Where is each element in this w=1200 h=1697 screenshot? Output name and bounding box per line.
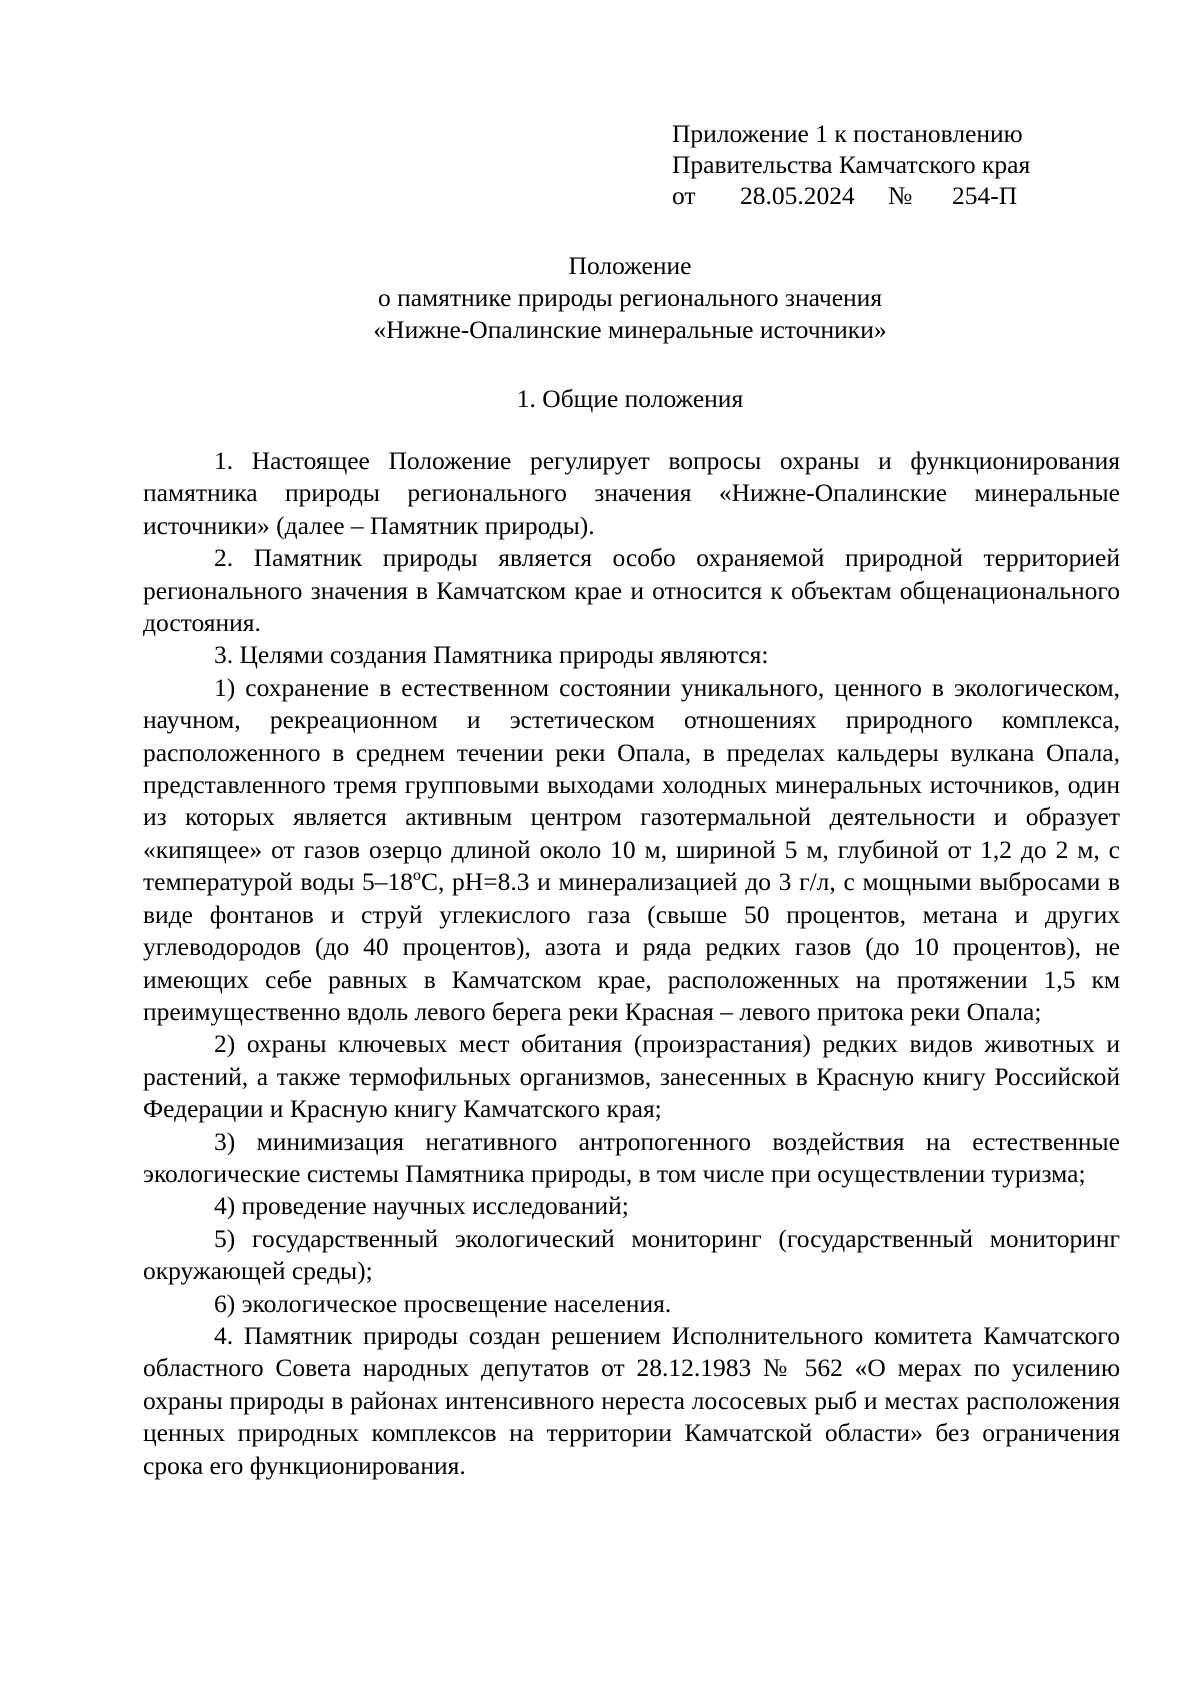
title-line-1: Положение [568, 251, 692, 280]
title-line-2: о памятнике природы регионального значения [377, 283, 883, 312]
list-item-5: 5) государственный экологический мониторинг (государственный мониторинг окружающей среды); [143, 1223, 1120, 1286]
paragraph-4: 4. Памятник природы создан решением Исполнительного комитета Камчатского областного Совета народных депутатов от 28.12.1983 № 562 «О мерах по усилению охраны природы в районах интенсивного нереста лососевых рыб и местах расположения ценных природных комплексов на территории Камчатской области» без ограничения срока его функционирования. [143, 1320, 1120, 1480]
appendix-date-line [672, 180, 1030, 211]
list-item-2: 2) охраны ключевых мест обитания (произрастания) редких видов животных и растений, а также термофильных организмов, занесенных в Красную книгу Российской Федерации и Красную книгу Камчатского края; [143, 1029, 1120, 1124]
paragraph-1: 1. Настоящее Положение регулирует вопросы охраны и функционирования памятника природы регионального значения «Нижне-Опалинские минеральные источники» (далее – Памятник природы). [143, 446, 1120, 540]
appendix-header [672, 118, 1030, 211]
title-line-3: «Нижне-Опалинские минеральные источники» [373, 315, 887, 344]
from-label: от [672, 181, 696, 210]
list-item-3: 3) минимизация негативного антропогенного воздействия на естественные экологические системы Памятника природы, в том числе при осуществлении туризма; [143, 1126, 1120, 1188]
decree-number: 254-П [952, 181, 1018, 210]
document-body [143, 445, 1120, 1482]
number-sign: № [888, 181, 913, 210]
paragraph-2: 2. Памятник природы является особо охраняемой природной территорией регионального значения в Камчатском крае и относится к объектам общенационального достояния. [143, 543, 1120, 638]
document-title [0, 250, 1200, 346]
list-item-6: 6) экологическое просвещение населения. [214, 1288, 672, 1318]
list-item-4: 4) проведение научных исследований; [214, 1191, 629, 1221]
decree-date: 28.05.2024 [740, 181, 855, 210]
section-heading: 1. Общие положения [516, 384, 744, 413]
paragraph-3: 3. Целями создания Памятника природы являются: [214, 640, 769, 670]
appendix-line-1: Приложение 1 к постановлению [672, 119, 1023, 148]
appendix-line-2: Правительства Камчатского края [672, 150, 1031, 179]
list-item-1: 1) сохранение в естественном состоянии уникального, ценного в экологическом, научном, рекреационном и эстетическом отношениях природного комплекса, расположенного в среднем течении реки Опала, в пределах кальдеры вулкана Опала, представленного тремя групповыми выходами холодных минеральных источников, один из которых является активным центром газотермальной деятельности и образует «кипящее» от газов озерцо длиной около 10 м, шириной 5 м, глубиной от 1,2 до 2 м, с температурой воды 5–18ºС, pH=8.3 и минерализацией до 3 г/л, с мощными выбросами в виде фонтанов и струй углекислого газа (свыше 50 процентов, метана и других углеводородов (до 40 процентов), азота и ряда редких газов (до 10 процентов), не имеющих себе равных в Камчатском крае, расположенных на протяжении 1,5 км преимущественно вдоль левого берега реки Красная – левого притока реки Опала; [143, 672, 1120, 1026]
